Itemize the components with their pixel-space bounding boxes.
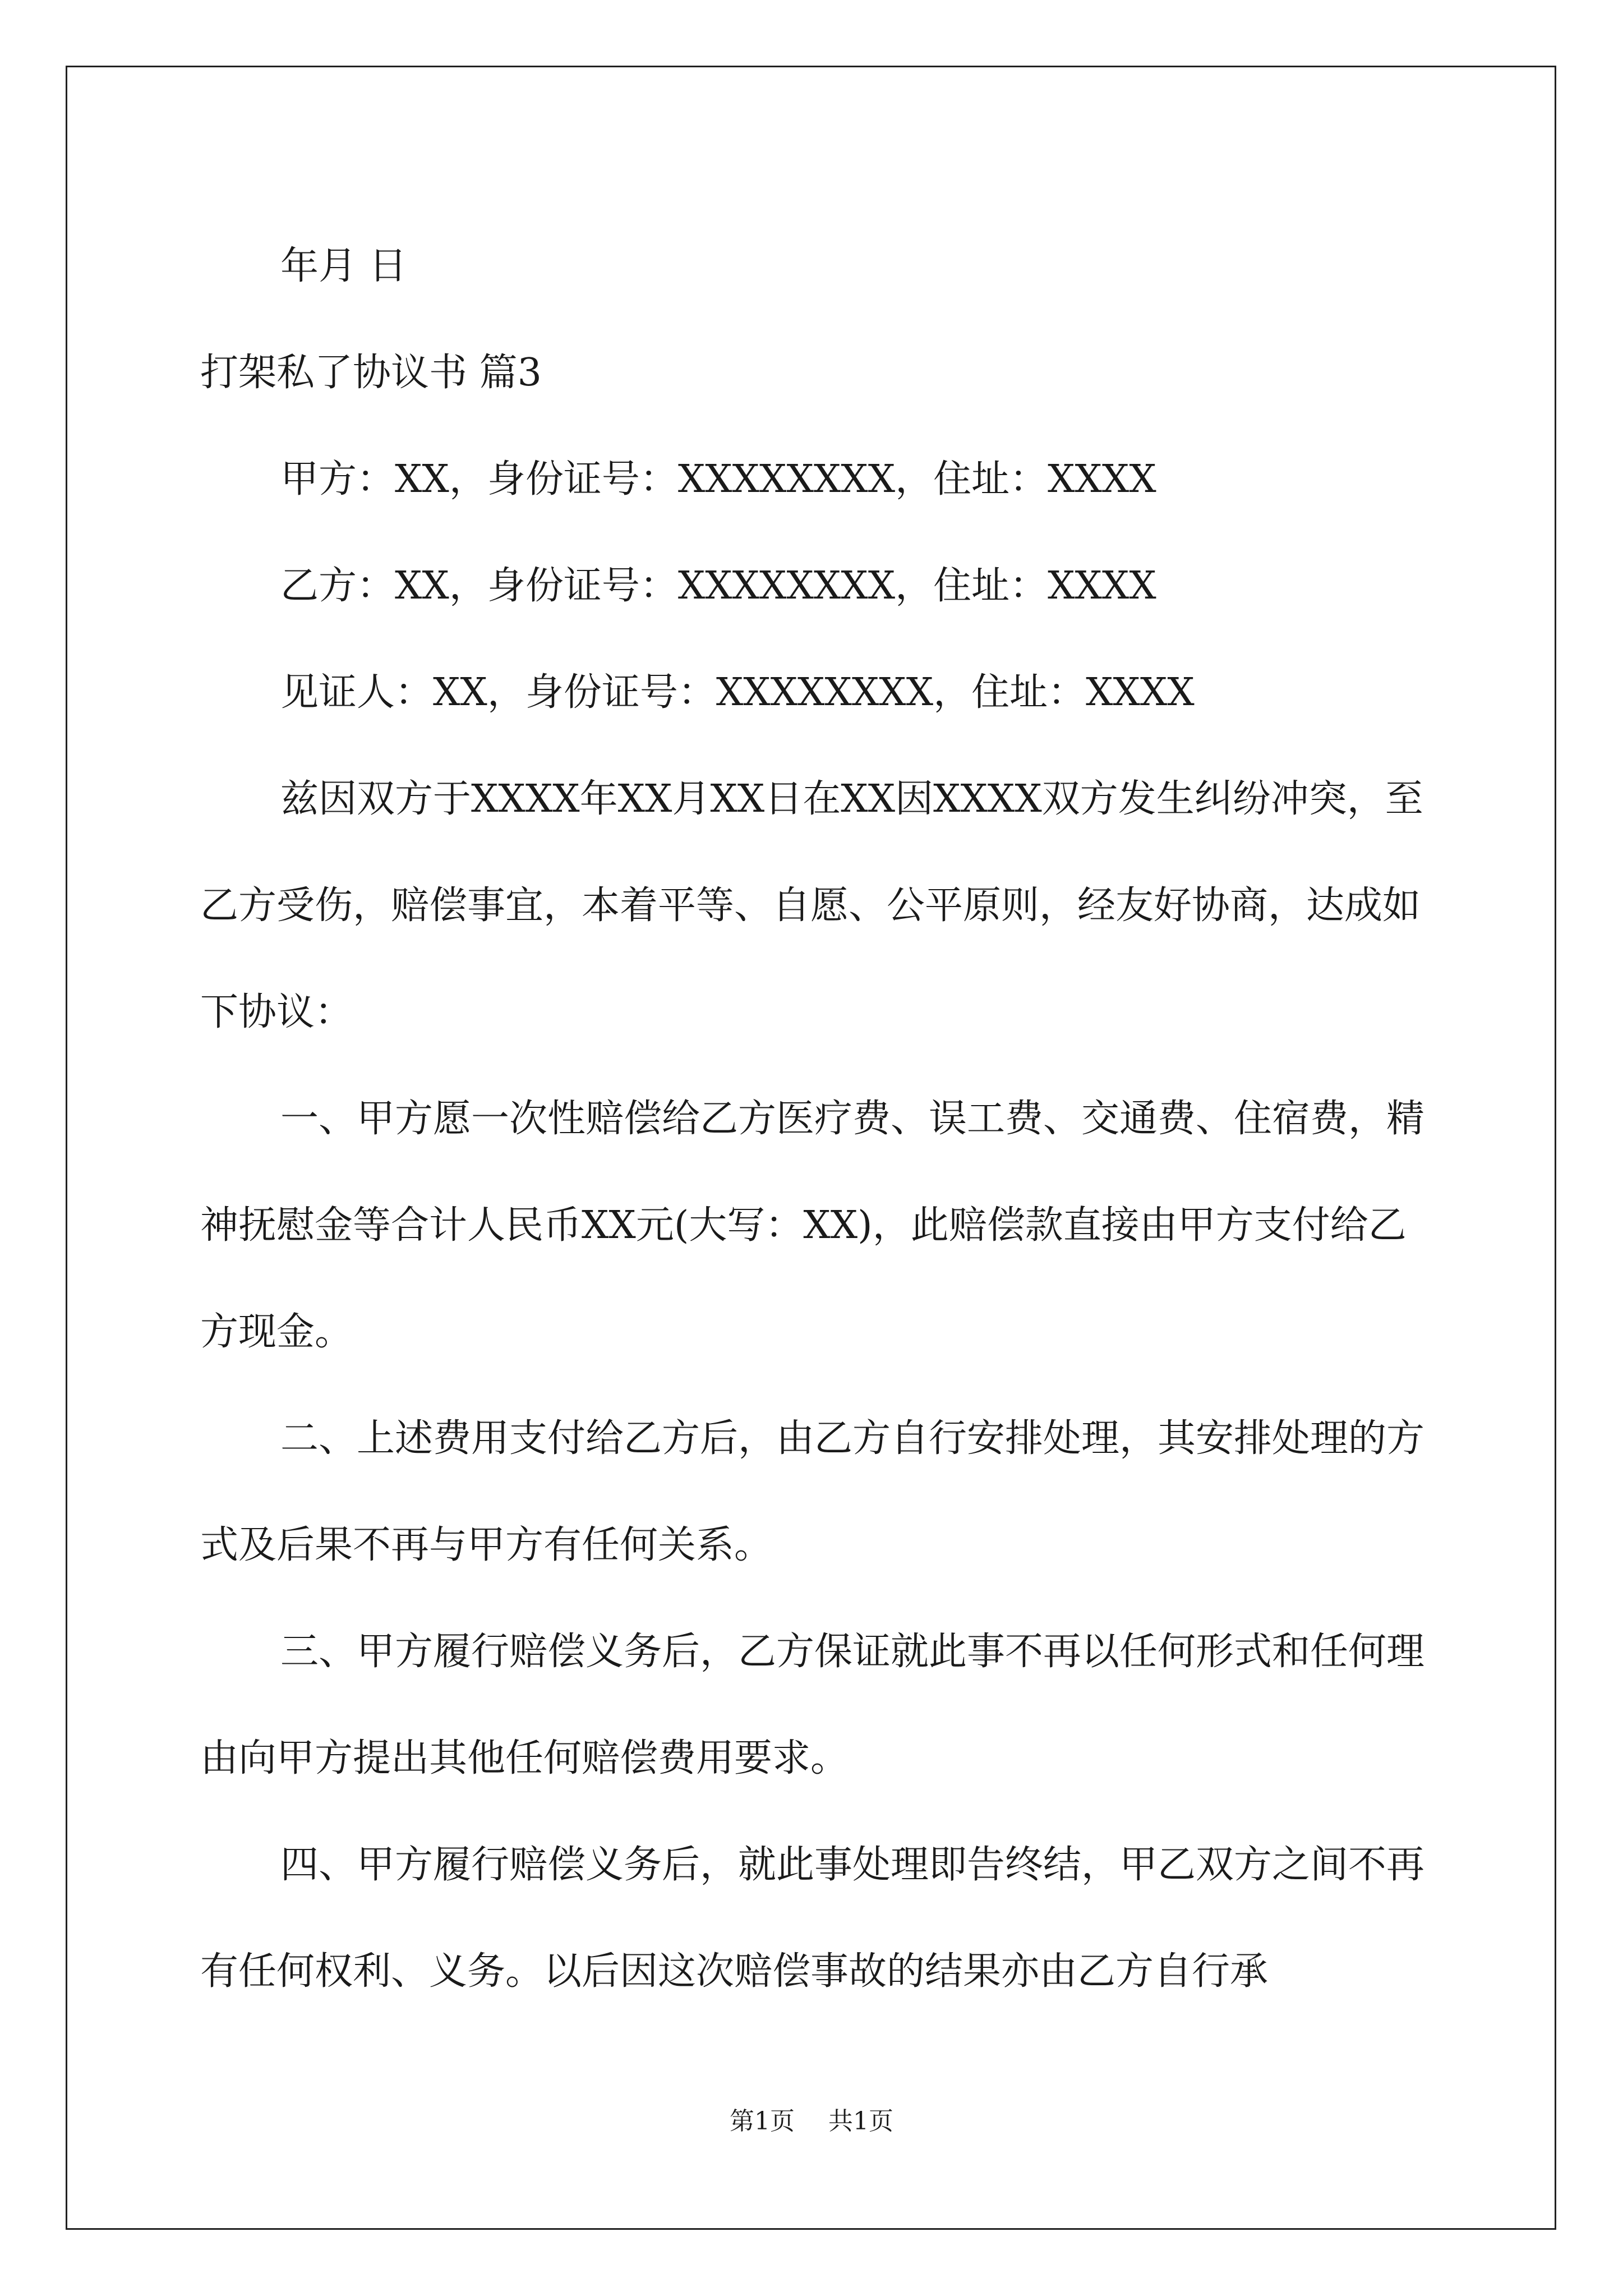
section-title: 打架私了协议书 篇3	[200, 351, 542, 395]
party-a-line: 甲方：XX，身份证号：XXXXXXXX，住址：XXXX	[280, 457, 1156, 501]
clause-3: 三、甲方履行赔偿义务后，乙方保证就此事不再以任何形式和任何理由向甲方提出其他任何赔偿费用要求。	[200, 1630, 1425, 1780]
party-b-line: 乙方：XX，身份证号：XXXXXXXX，住址：XXXX	[280, 564, 1156, 608]
page-footer	[0, 2101, 1623, 2137]
clause-4: 四、甲方履行赔偿义务后，就此事处理即告终结，甲乙双方之间不再有任何权利、义务。以后因这次赔偿事故的结果亦由乙方自行承	[200, 1843, 1425, 1994]
page-total: 共1页	[828, 2107, 893, 2136]
document-body	[200, 213, 1434, 2025]
date-line: 年月 日	[280, 244, 407, 288]
clause-2: 二、上述费用支付给乙方后，由乙方自行安排处理，其安排处理的方式及后果不再与甲方有任何关系。	[200, 1416, 1425, 1567]
witness-line: 见证人：XX，身份证号：XXXXXXXX，住址：XXXX	[280, 670, 1195, 715]
clause-1: 一、甲方愿一次性赔偿给乙方医疗费、误工费、交通费、住宿费，精神抚慰金等合计人民币XX元(大写：XX)，此赔偿款直接由甲方支付给乙方现金。	[200, 1097, 1425, 1354]
page-number: 第1页	[730, 2107, 795, 2136]
preamble-paragraph: 兹因双方于XXXX年XX月XX日在XX因XXXX双方发生纠纷冲突，至乙方受伤，赔偿事宜，本着平等、自愿、公平原则，经友好协商，达成如下协议：	[200, 777, 1423, 1034]
